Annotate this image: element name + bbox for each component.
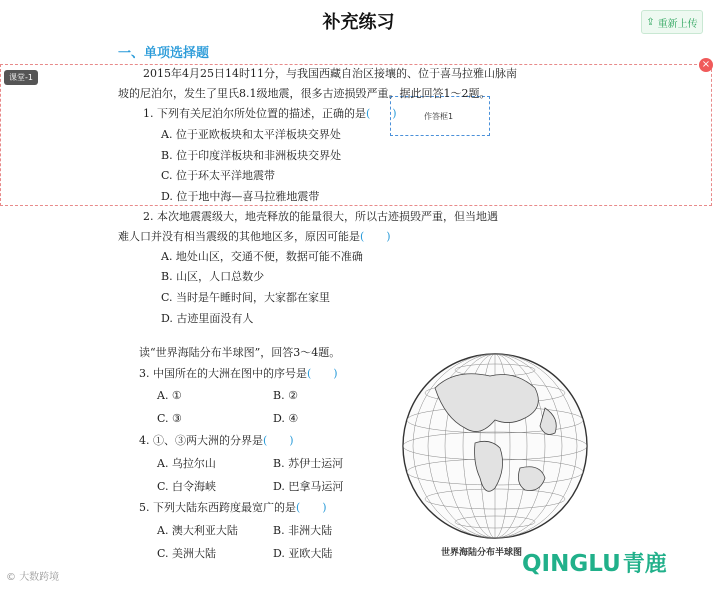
question-region-selection[interactable] — [0, 64, 712, 206]
q5-stem-text: 5. 下列大陆东西跨度最宽广的是 — [139, 501, 296, 514]
q2-answer-blank[interactable]: ( ) — [360, 230, 391, 243]
q2-line1: 2. 本次地震震级大，地壳释放的能量很大，所以古迹损毁严重，但当地遇 — [143, 210, 498, 223]
logo-en: QINGLU — [522, 551, 621, 577]
q1-answer-blank[interactable]: ( ) — [366, 107, 397, 120]
upload-icon: ⇪ — [646, 16, 655, 28]
watermark-left — [6, 568, 59, 583]
q5-stem — [139, 501, 327, 515]
watermark-left-text: 大数跨境 — [19, 572, 60, 583]
q2-stem-text: 难人口并没有相当震级的其他地区多，原因可能是 — [118, 230, 360, 243]
section-heading: 一、单项选择题 — [118, 46, 210, 61]
q2-option-b: B. 山区，人口总数少 — [161, 270, 265, 283]
q2-option-d: D. 古迹里面没有人 — [161, 312, 254, 325]
q3-stem-text: 3. 中国所在的大洲在图中的序号是 — [139, 367, 307, 380]
qinglu-logo — [522, 547, 667, 578]
q1-option-b: B. 位于印度洋板块和非洲板块交界处 — [161, 149, 342, 162]
q1-stem — [143, 107, 397, 121]
reupload-button[interactable] — [641, 10, 703, 34]
q4-option-a: A. 乌拉尔山 — [157, 457, 216, 470]
q2-option-c: C. 当时是午睡时间，大家都在家里 — [161, 291, 331, 304]
q5-answer-blank[interactable]: ( ) — [296, 501, 327, 514]
q3-option-b: B. ② — [273, 389, 298, 402]
copyright-icon: © — [6, 572, 16, 583]
q4-answer-blank[interactable]: ( ) — [263, 434, 294, 447]
passage1-line1: 2015年4月25日14时11分，与我国西藏自治区接壤的、位于喜马拉雅山脉南 — [143, 67, 517, 80]
figure-caption: 世界海陆分布半球图 — [441, 548, 523, 558]
q1-option-c: C. 位于环太平洋地震带 — [161, 169, 276, 182]
passage2-line: 读“世界海陆分布半球图”，回答3～4题。 — [139, 346, 341, 359]
logo-cn: 青鹿 — [622, 552, 667, 577]
q5-option-c: C. 美洲大陆 — [157, 547, 217, 560]
q1-option-d: D. 位于地中海—喜马拉雅地震带 — [161, 190, 320, 203]
region-tag[interactable]: 课堂-1 — [4, 70, 38, 85]
q4-stem — [139, 434, 294, 448]
q5-option-b: B. 非洲大陆 — [273, 524, 333, 537]
q3-stem — [139, 367, 338, 381]
q3-option-c: C. ③ — [157, 412, 182, 425]
close-region-icon[interactable]: × — [699, 58, 713, 72]
q3-option-d: D. ④ — [273, 412, 299, 425]
passage1-line2: 坡的尼泊尔，发生了里氏8.1级地震，很多古迹损毁严重。据此回答1～2题。 — [118, 87, 491, 100]
q5-option-a: A. 澳大利亚大陆 — [157, 524, 238, 537]
answer-box-label: 作答框1 — [424, 112, 454, 121]
page-title: 补充练习 — [322, 12, 395, 33]
q2-line2 — [118, 230, 391, 244]
q3-option-a: A. ① — [157, 389, 182, 402]
q5-option-d: D. 亚欧大陆 — [273, 547, 333, 560]
q4-option-b: B. 苏伊士运河 — [273, 457, 344, 470]
q1-option-a: A. 位于亚欧板块和太平洋板块交界处 — [161, 128, 341, 141]
q3-answer-blank[interactable]: ( ) — [307, 367, 338, 380]
reupload-label: 重新上传 — [657, 18, 698, 30]
hemisphere-globe-figure — [395, 348, 595, 544]
q4-option-c: C. 白令海峡 — [157, 480, 217, 493]
q2-option-a: A. 地处山区，交通不便，数据可能不准确 — [161, 250, 363, 263]
q1-stem-text: 1. 下列有关尼泊尔所处位置的描述，正确的是 — [143, 107, 366, 120]
q4-stem-text: 4. ①、③两大洲的分界是 — [139, 434, 263, 447]
q4-option-d: D. 巴拿马运河 — [273, 480, 344, 493]
